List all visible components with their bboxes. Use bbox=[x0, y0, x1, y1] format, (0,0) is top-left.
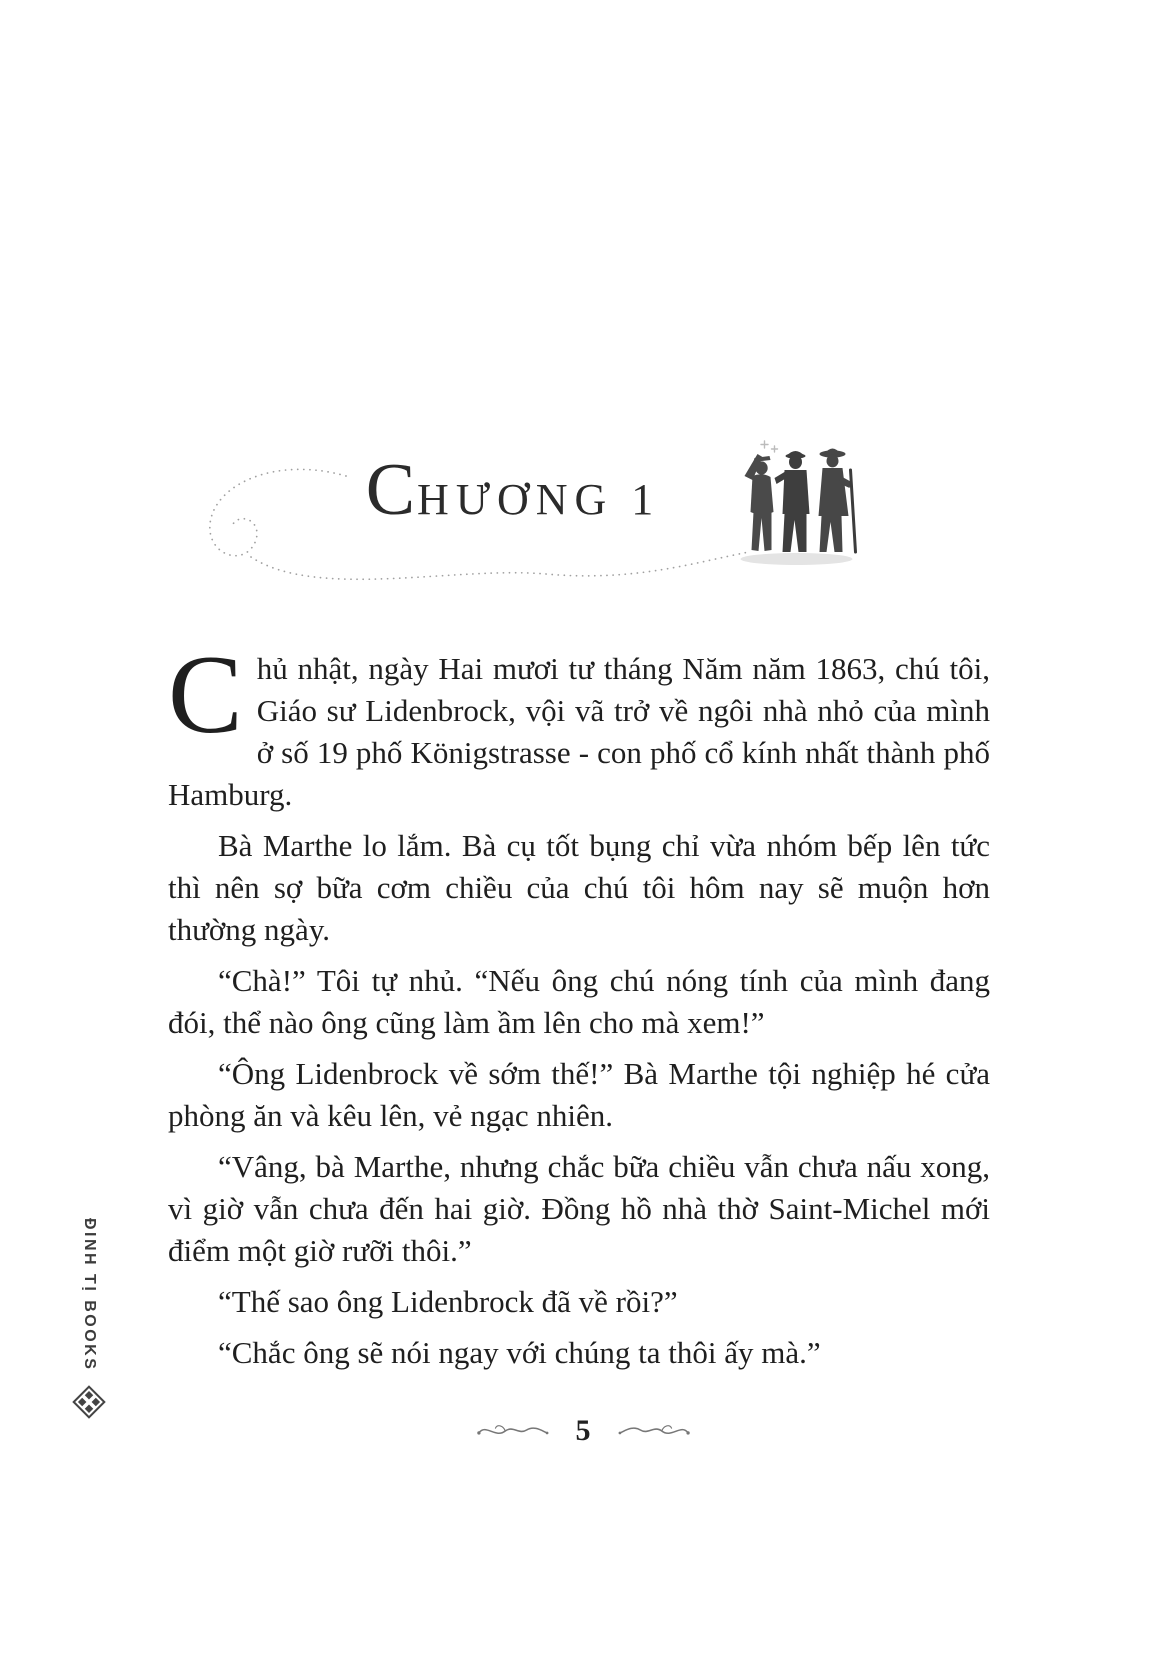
paragraph: “Ông Lidenbrock về sớm thế!” Bà Marthe tội nghiệp hé cửa phòng ăn và kêu lên, vẻ ngạc nhiên. bbox=[168, 1056, 990, 1133]
body-text bbox=[168, 633, 990, 1383]
paragraph: “Thế sao ông Lidenbrock đã về rồi?” bbox=[218, 1284, 678, 1319]
paragraph: “Chà!” Tôi tự nhủ. “Nếu ông chú nóng tính của mình đang đói, thể nào ông cũng làm ầm lên cho mà xem!” bbox=[168, 963, 990, 1040]
publisher-spine bbox=[62, 1218, 116, 1419]
footer-flourish-left-icon bbox=[476, 1420, 550, 1442]
paragraph: Bà Marthe lo lắm. Bà cụ tốt bụng chỉ vừa nhóm bếp lên tức thì nên sợ bữa cơm chiều của chú tôi hôm nay sẽ muộn hơn thường ngày. bbox=[168, 828, 990, 947]
explorers-illustration-icon bbox=[722, 438, 867, 583]
footer-flourish-right-icon bbox=[617, 1420, 691, 1442]
paragraph: “Chắc ông sẽ nói ngay với chúng ta thôi ấy mà.” bbox=[218, 1335, 821, 1370]
chapter-title: CHƯƠNG 1 bbox=[365, 449, 661, 531]
dotted-swirl-ornament-icon bbox=[196, 462, 751, 612]
paragraph bbox=[168, 633, 990, 816]
publisher-spine-text: ĐINH TỊ BOOKS bbox=[81, 1218, 98, 1372]
page-number: 5 bbox=[575, 1414, 591, 1447]
paragraph: “Vâng, bà Marthe, nhưng chắc bữa chiều vẫn chưa nấu xong, vì giờ vẫn chưa đến hai giờ. Đồng hồ nhà thờ Saint-Michel mới điểm một giờ rưỡi thôi.” bbox=[168, 1149, 990, 1268]
page-footer bbox=[0, 1414, 1166, 1448]
drop-cap: C bbox=[168, 633, 243, 757]
paragraph-text: hủ nhật, ngày Hai mươi tư tháng Năm năm 1863, chú tôi, Giáo sư Lidenbrock, vội vã trở về ngôi nhà nhỏ của mình ở số 19 phố Königstrasse - con phố cổ kính nhất thành phố Hamburg. bbox=[168, 651, 990, 812]
